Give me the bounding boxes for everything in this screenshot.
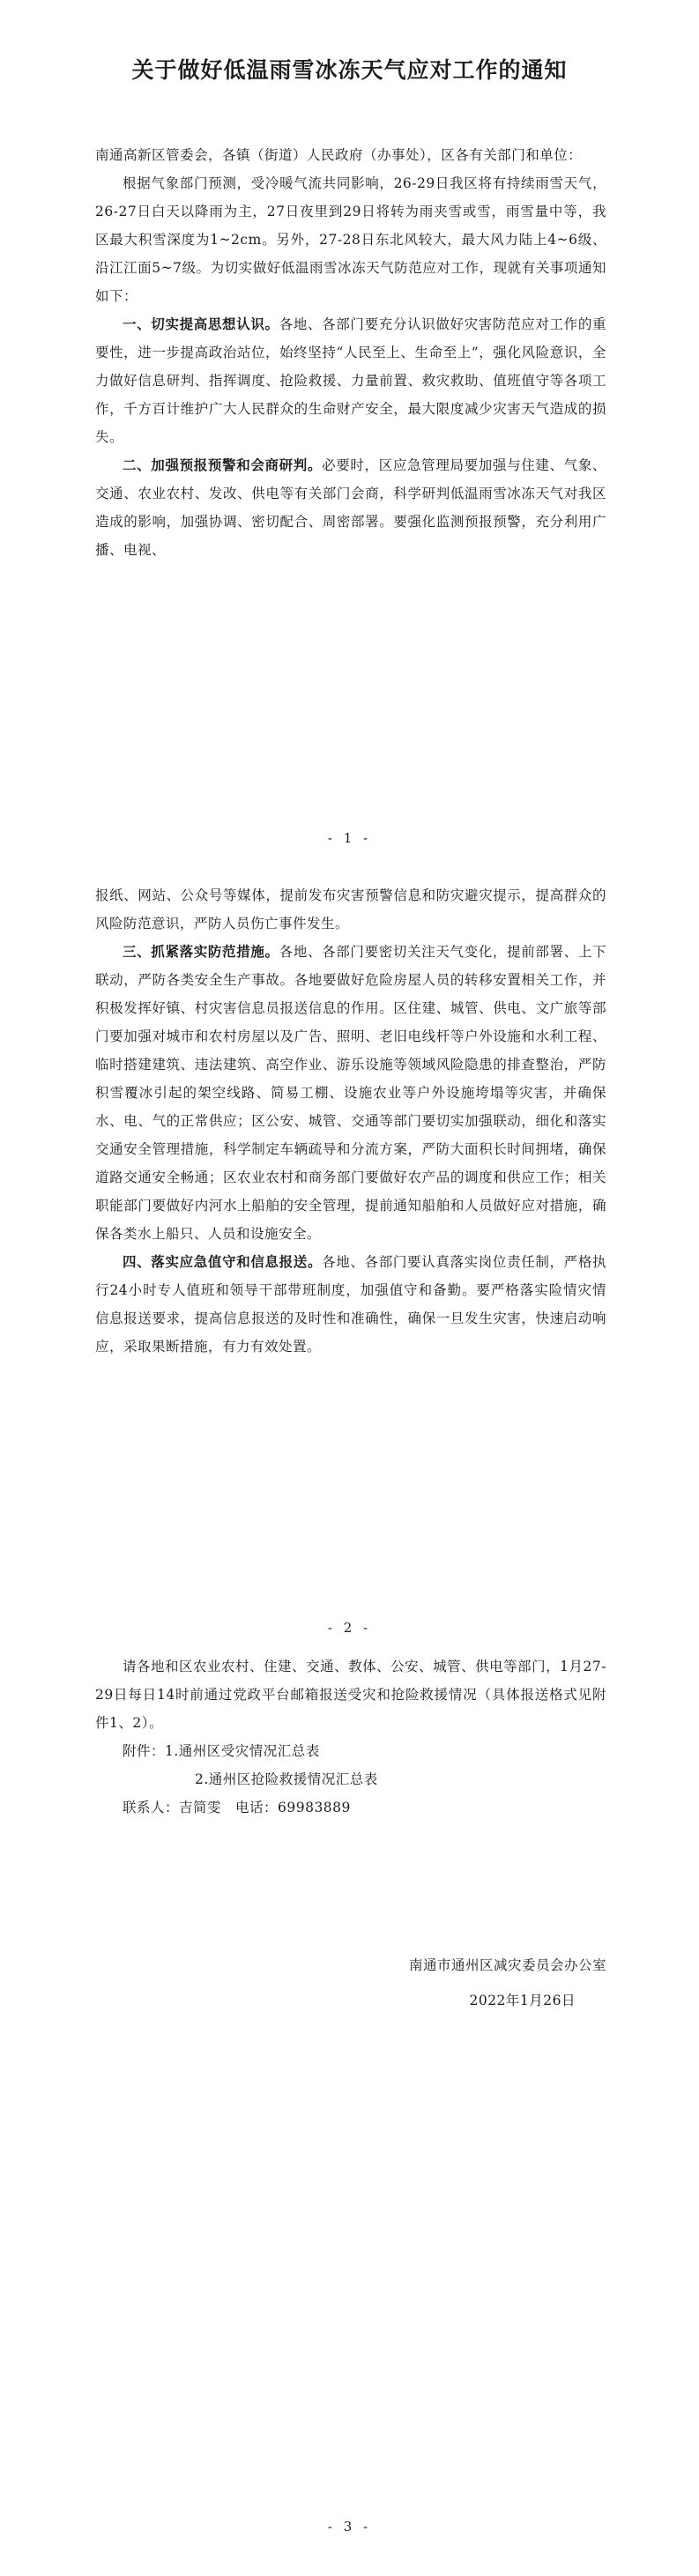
contact-line: 联系人：吉简雯 电话：69983889	[123, 1800, 351, 1815]
page-number-3: - 3 -	[327, 2519, 372, 2535]
section-2-heading: 二、加强预报预警和会商研判。	[123, 457, 323, 473]
section-1-heading: 一、切实提高思想认识。	[123, 316, 279, 332]
section-4-body: 各地、各部门要认真落实岗位责任制，严格执行24小时专人值班和领导干部带班制度，加强值守和备勤。要严格落实险情灾情信息报送要求，提高信息报送的及时性和准确性，确保一旦发生灾害，快速启动响应，采取果断措施，有力有效处置。	[95, 1254, 606, 1355]
page-number-2: - 2 -	[327, 1620, 372, 1636]
continuation-paragraph: 报纸、网站、公众号等媒体，提前发布灾害预警信息和防灾避灾提示，提高群众的风险防范意识，严防人员伤亡事件发生。	[95, 887, 606, 932]
section-3-heading: 三、抓紧落实防范措施。	[123, 943, 279, 960]
document-title: 关于做好低温雨雪冰冻天气应对工作的通知	[131, 57, 568, 83]
signature-org: 南通市通州区减灾委员会办公室	[408, 1957, 606, 1973]
intro-paragraph: 根据气象部门预测，受冷暖气流共同影响，26-29日我区将有持续雨雪天气，26-27日白天以降雨为主，27日夜里到29日将转为雨夹雪或雪，雨雪量中等，我区最大积雪深度为1~2cm。另外，27-28日东北风较大，最大风力陆上4~6级、沿江江面5~7级。为切实做好低温雨雪冰冻天气防范应对工作，现就有关事项通知如下：	[95, 175, 606, 304]
page-1-body	[95, 141, 606, 564]
section-3-body: 各地、各部门要密切关注天气变化，提前部署、上下联动，严防各类安全生产事故。各地要做好危险房屋人员的转移安置相关工作，并积极发挥好镇、村灾害信息员报送信息的作用。区住建、城管、供电、文广旅等部门要加强对城市和农村房屋以及广告、照明、老旧电线杆等户外设施和水利工程、临时搭建建筑、违法建筑、高空作业、游乐设施等领域风险隐患的排查整治，严防积雪覆冰引起的架空线路、简易工棚、设施农业等户外设施垮塌等灾害，并确保水、电、气的正常供应；区公安、城管、交通等部门要切实加强联动，细化和落实交通安全管理措施，科学制定车辆疏导和分流方案，严防大面积长时间拥堵，确保道路交通安全畅通；区农业农村和商务部门要做好农产品的调度和供应工作；相关职能部门要做好内河水上船舶的安全管理，提前通知船舶和人员做好应对措施，确保各类水上船只、人员和设施安全。	[95, 944, 606, 1242]
salutation: 南通高新区管委会，各镇（街道）人民政府（办事处），区各有关部门和单位：	[95, 147, 583, 163]
page-3-body	[95, 1652, 606, 1822]
section-1	[95, 310, 606, 451]
signature-date: 2022年1月26日	[469, 1993, 576, 2008]
section-4-heading: 四、落实应急值守和信息报送。	[123, 1253, 323, 1270]
section-1-body: 各地、各部门要充分认识做好灾害防范应对工作的重要性，进一步提高政治站位，始终坚持“人民至上、生命至上”，强化风险意识，全力做好信息研判、指挥调度、抢险救援、力量前置、救灾救助、值班值守等各项工作，千方百计维护广大人民群众的生命财产安全，最大限度减少灾害天气造成的损失。	[95, 316, 606, 445]
report-request: 请各地和区农业农村、住建、交通、教体、公安、城管、供电等部门，1月27-29日每日14时前通过党政平台邮箱报送受灾和抢险救援情况（具体报送格式见附件1、2）。	[95, 1659, 606, 1731]
page-2-body	[95, 881, 606, 1361]
section-2-body: 必要时，区应急管理局要加强与住建、气象、交通、农业农村、发改、供电等有关部门会商，科学研判低温雨雪冰冻天气对我区造成的影响，加强协调、密切配合、周密部署。要强化监测预报预警，充分利用广播、电视、	[95, 457, 606, 558]
page-number-1: - 1 -	[327, 830, 372, 846]
attachment-1: 附件：1.通州区受灾情况汇总表	[123, 1743, 320, 1759]
section-4	[95, 1248, 606, 1361]
attachment-2: 2.通州区抢险救援情况汇总表	[195, 1771, 378, 1787]
section-3	[95, 938, 606, 1248]
section-2	[95, 451, 606, 564]
